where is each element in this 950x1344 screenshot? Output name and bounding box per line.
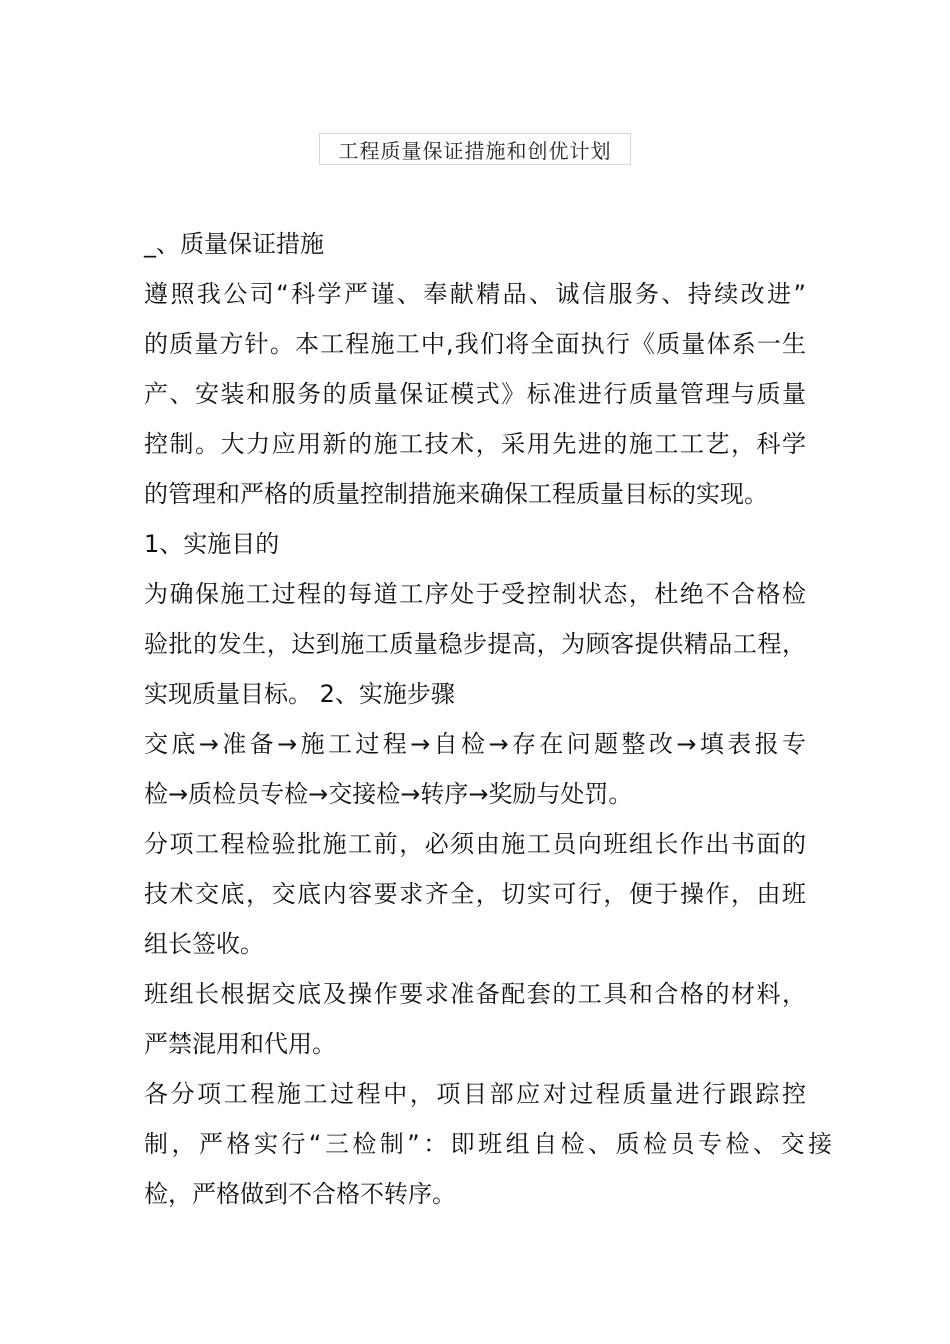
paragraph-line: 产、安装和服务的质量保证模式》标准进行质量管理与质量 <box>144 380 806 408</box>
paragraph-line: 班组长根据交底及操作要求准备配套的工具和合格的材料， <box>144 980 806 1008</box>
paragraph-line: 的质量方针。本工程施工中,我们将全面执行《质量体系一生 <box>144 330 806 358</box>
paragraph-line: 检→质检员专检→交接检→转序→奖励与处罚。 <box>144 780 633 808</box>
paragraph-line: 实现质量目标。 2、实施步骤 <box>144 680 455 708</box>
paragraph-line: 遵照我公司“科学严谨、奉献精品、诚信服务、持续改进” <box>144 280 806 308</box>
paragraph-line: 控制。大力应用新的施工技术，采用先进的施工工艺，科学 <box>144 430 806 458</box>
paragraph-line: 的管理和严格的质量控制措施来确保工程质量目标的实现。 <box>144 480 768 508</box>
document-title: 工程质量保证措施和创优计划 <box>338 138 612 163</box>
paragraph-line: 验批的发生，达到施工质量稳步提高，为顾客提供精品工程， <box>144 630 806 658</box>
paragraph-line: 组长签收。 <box>144 930 264 958</box>
paragraph-line: 交底→准备→施工过程→自检→存在问题整改→填表报专 <box>144 730 806 758</box>
paragraph-line: 技术交底，交底内容要求齐全，切实可行，便于操作，由班 <box>144 880 806 908</box>
subheading-implementation-purpose: 1、实施目的 <box>144 530 280 558</box>
paragraph-line: 严禁混用和代用。 <box>144 1030 336 1058</box>
document-title-box <box>319 133 631 165</box>
paragraph-line: 分项工程检验批施工前，必须由施工员向班组长作出书面的 <box>144 830 806 858</box>
paragraph-line: 制，严格实行“三检制”：即班组自检、质检员专检、交接 <box>144 1130 832 1158</box>
paragraph-line: 各分项工程施工过程中，项目部应对过程质量进行跟踪控 <box>144 1080 806 1108</box>
paragraph-line: 为确保施工过程的每道工序处于受控制状态，杜绝不合格检 <box>144 580 806 608</box>
paragraph-line: 检，严格做到不合格不转序。 <box>144 1180 456 1208</box>
section-heading-quality-measures: _、质量保证措施 <box>144 230 324 258</box>
